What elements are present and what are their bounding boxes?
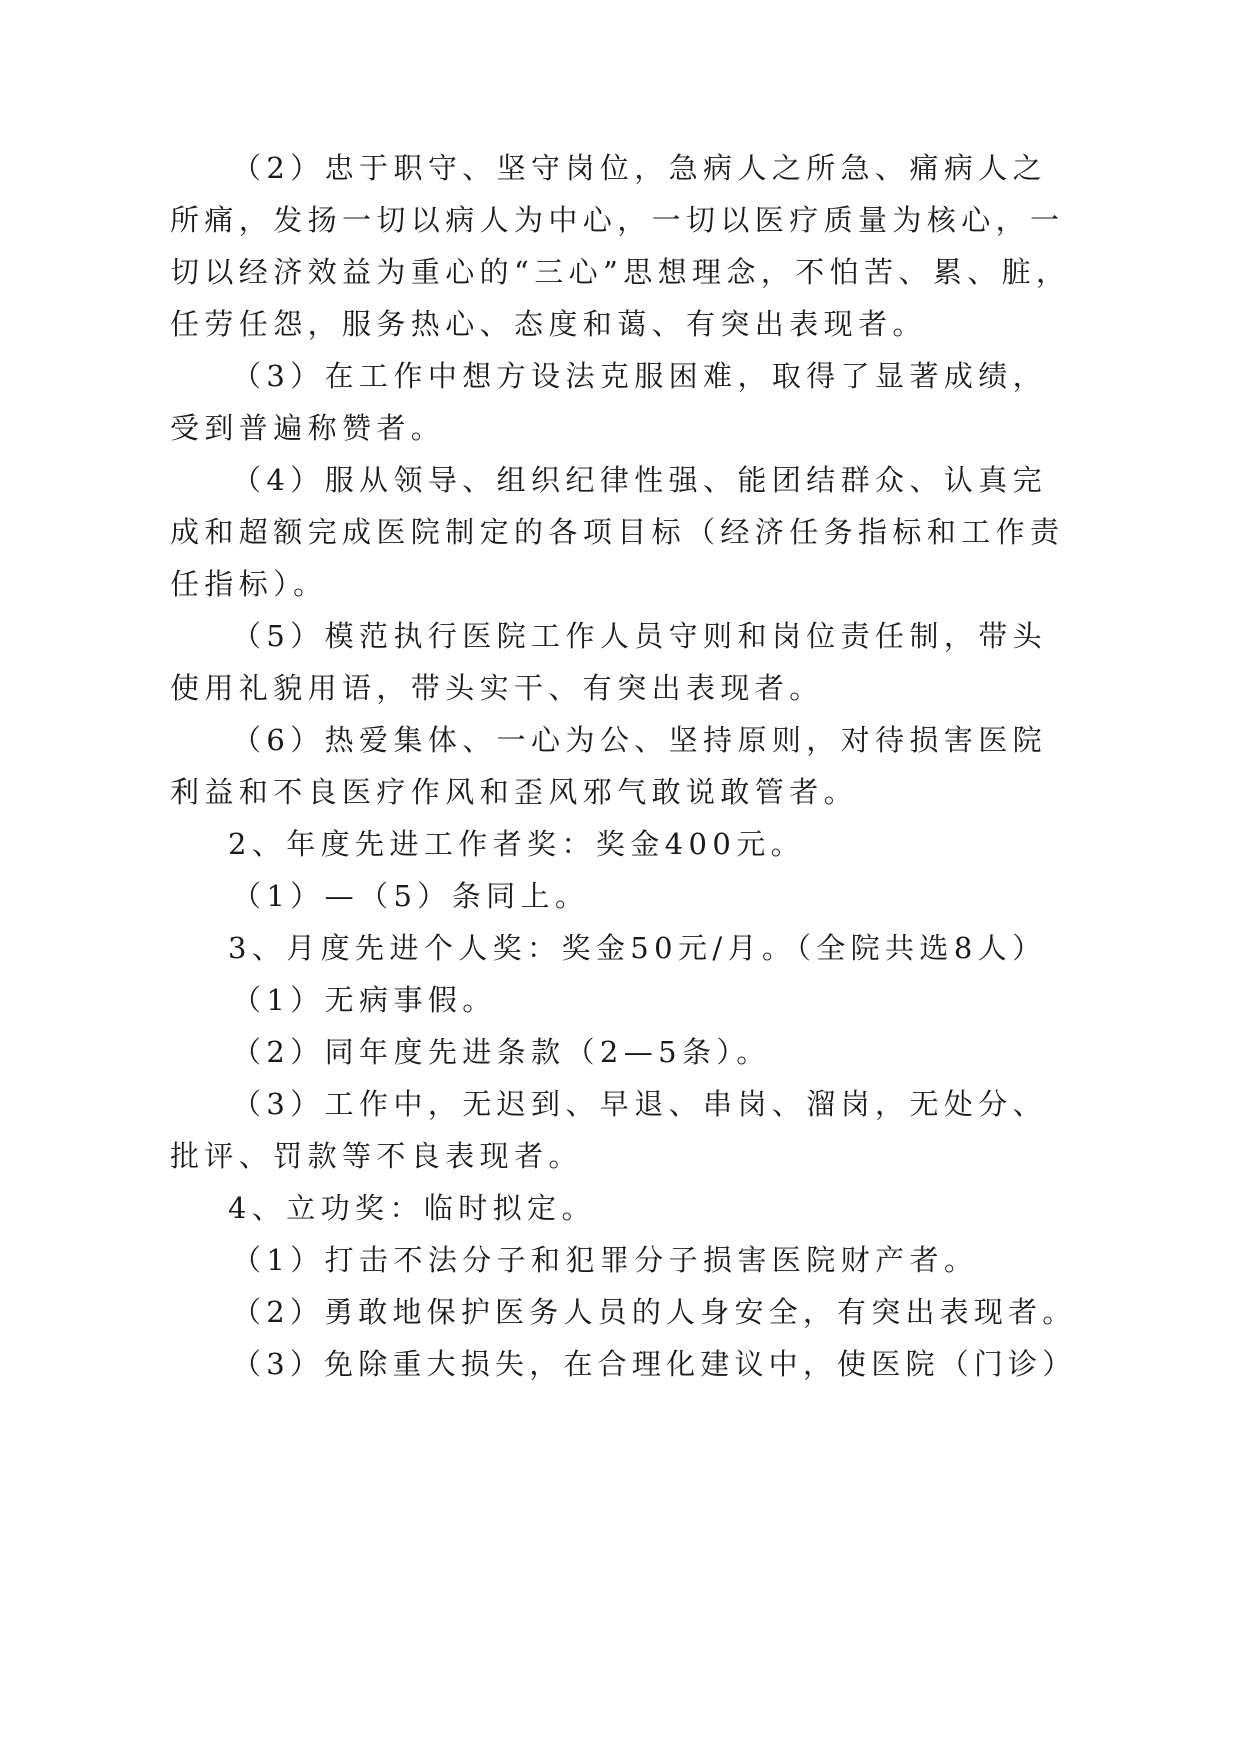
text-line: 3、月度先进个人奖：奖金50元/月。（全院共选8人）	[228, 931, 1047, 965]
text-line: （6）热爱集体、一心为公、坚持原则，对待损害医院	[232, 723, 1048, 757]
text-line: 所痛，发扬一切以病人为中心，一切以医疗质量为核心，一	[170, 203, 1065, 237]
text-line: （2）忠于职守、坚守岗位，急病人之所急、痛病人之	[232, 151, 1048, 185]
text-line: （3）工作中，无迟到、早退、串岗、溜岗，无处分、	[232, 1087, 1048, 1121]
text-line: （2）同年度先进条款（2—5条）。	[232, 1035, 771, 1069]
text-line: 切以经济效益为重心的“三心”思想理念，不怕苦、累、脏，	[170, 255, 1071, 289]
text-line: （2）勇敢地保护医务人员的人身安全，有突出表现者。	[232, 1295, 1077, 1329]
text-line: 4、立功奖：临时拟定。	[228, 1191, 596, 1225]
text-line: 受到普遍称赞者。	[170, 411, 446, 445]
text-line: （3）免除重大损失，在合理化建议中，使医院（门诊）	[232, 1347, 1077, 1381]
text-line: 2、年度先进工作者奖：奖金400元。	[228, 827, 806, 861]
text-line: 任劳任怨，服务热心、态度和蔼、有突出表现者。	[170, 307, 927, 341]
text-line: （4）服从领导、组织纪律性强、能团结群众、认真完	[232, 463, 1048, 497]
text-line: 批评、罚款等不良表现者。	[170, 1139, 583, 1173]
text-line: （3）在工作中想方设法克服困难，取得了显著成绩，	[232, 359, 1048, 393]
text-line: 使用礼貌用语，带头实干、有突出表现者。	[170, 671, 824, 705]
text-line: 任指标）。	[170, 567, 328, 601]
text-line: （1）无病事假。	[232, 983, 497, 1017]
text-line: （5）模范执行医院工作人员守则和岗位责任制，带头	[232, 619, 1048, 653]
text-line: （1）打击不法分子和犯罪分子损害医院财产者。	[232, 1243, 979, 1277]
text-line: （1）—（5）条同上。	[232, 879, 590, 913]
text-line: 利益和不良医疗作风和歪风邪气敢说敢管者。	[170, 775, 859, 809]
text-line: 成和超额完成医院制定的各项目标（经济任务指标和工作责	[170, 515, 1065, 549]
